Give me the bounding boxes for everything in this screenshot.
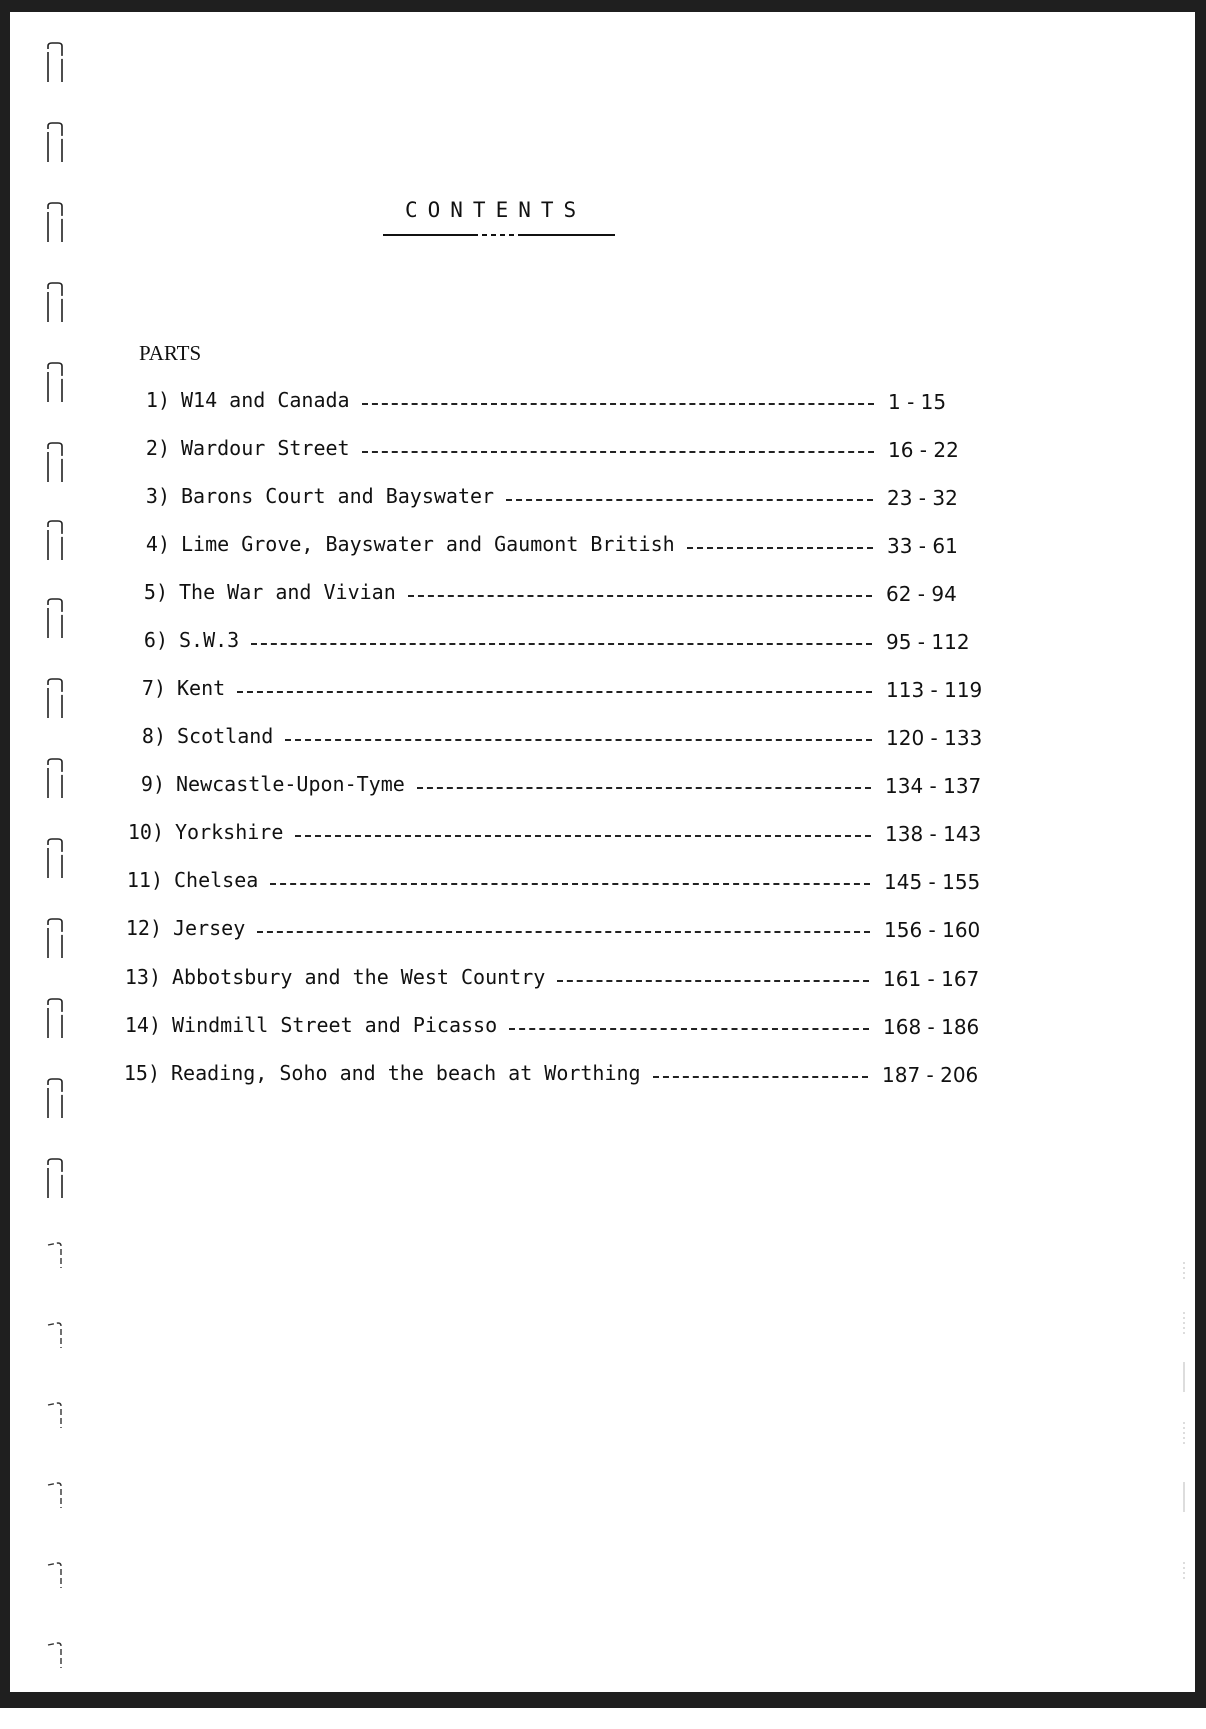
toc-entry-title: Abbotsbury and the West Country [172, 965, 546, 989]
toc-entry-pages: 161 - 167 [883, 967, 980, 991]
toc-entry-number: 2) [145, 436, 170, 460]
toc-dot-leader [417, 787, 871, 789]
toc-entry-pages: 1 - 15 [888, 390, 947, 414]
toc-entry-title: Newcastle-Upon-Tyme [176, 772, 405, 796]
binding-hook-mark [46, 1642, 64, 1670]
toc-entry-pages: 145 - 155 [884, 870, 981, 894]
toc-dot-leader [509, 1028, 869, 1030]
scan-artifact-marks [1180, 1262, 1190, 1592]
toc-entry-number: 13) [124, 965, 161, 989]
toc-entry-number: 5) [143, 580, 168, 604]
toc-dot-leader [362, 451, 874, 453]
toc-entry-title: S.W.3 [179, 628, 240, 652]
binding-hook-mark [46, 1402, 64, 1430]
toc-entry-title: Windmill Street and Picasso [172, 1013, 498, 1037]
toc-entry [10, 580, 1195, 610]
toc-entry [10, 676, 1195, 706]
binding-hook-mark [46, 1242, 64, 1270]
table-of-contents [10, 12, 1195, 1212]
binding-hook-mark [46, 1482, 64, 1510]
toc-entry [10, 532, 1195, 562]
toc-dot-leader [408, 595, 872, 597]
toc-entry [10, 772, 1195, 802]
toc-entry [10, 628, 1195, 658]
toc-entry-number: 15) [123, 1061, 160, 1085]
next-page-edge [0, 1708, 1206, 1729]
toc-dot-leader [237, 691, 872, 693]
toc-entry-number: 12) [125, 916, 162, 940]
toc-entry-pages: 187 - 206 [882, 1063, 979, 1087]
toc-entry-title: W14 and Canada [181, 388, 350, 412]
toc-dot-leader [653, 1076, 868, 1078]
binding-hook-mark [46, 1322, 64, 1350]
toc-entry-number: 4) [145, 532, 170, 556]
toc-dot-leader [506, 499, 873, 501]
toc-entry-title: Scotland [177, 724, 274, 748]
toc-entry-pages: 120 - 133 [886, 726, 983, 750]
section-label: PARTS [139, 341, 202, 365]
toc-entry-pages: 138 - 143 [885, 822, 982, 846]
toc-dot-leader [285, 739, 872, 741]
toc-entry-number: 9) [140, 772, 165, 796]
toc-entry-number: 10) [127, 820, 164, 844]
toc-entry [10, 484, 1195, 514]
toc-entry-number: 7) [141, 676, 166, 700]
toc-dot-leader [251, 643, 872, 645]
toc-dot-leader [270, 883, 870, 885]
toc-entry-pages: 156 - 160 [884, 918, 981, 942]
toc-entry-pages: 23 - 32 [887, 486, 958, 510]
toc-entry-number: 1) [145, 388, 170, 412]
toc-entry [10, 1013, 1195, 1043]
toc-entry-number: 11) [126, 868, 163, 892]
toc-entry [10, 1061, 1195, 1091]
toc-entry [10, 724, 1195, 754]
toc-entry-title: Yorkshire [175, 820, 284, 844]
toc-entry-pages: 113 - 119 [886, 678, 983, 702]
toc-entry [10, 965, 1195, 995]
toc-entry [10, 436, 1195, 466]
toc-entry [10, 916, 1195, 946]
toc-entry-title: Kent [177, 676, 226, 700]
toc-entry-number: 14) [124, 1013, 161, 1037]
toc-entry-title: Chelsea [174, 868, 259, 892]
toc-entry [10, 820, 1195, 850]
toc-entry-title: Jersey [173, 916, 246, 940]
toc-entry-number: 6) [143, 628, 168, 652]
toc-entry-pages: 33 - 61 [887, 534, 958, 558]
page-title: CONTENTS [405, 198, 587, 222]
toc-entry-number: 8) [141, 724, 166, 748]
toc-dot-leader [557, 980, 869, 982]
toc-entry-pages: 16 - 22 [888, 438, 959, 462]
toc-dot-leader [295, 835, 871, 837]
toc-dot-leader [257, 931, 870, 933]
toc-entry-pages: 134 - 137 [885, 774, 982, 798]
toc-entry-pages: 168 - 186 [883, 1015, 980, 1039]
toc-entry [10, 388, 1195, 418]
toc-entry-title: Lime Grove, Bayswater and Gaumont British [181, 532, 675, 556]
document-page [10, 12, 1195, 1692]
toc-entry-title: Barons Court and Bayswater [181, 484, 495, 508]
toc-entry-number: 3) [145, 484, 170, 508]
toc-entry-title: Reading, Soho and the beach at Worthing [171, 1061, 641, 1085]
toc-dot-leader [687, 547, 873, 549]
toc-entry-title: Wardour Street [181, 436, 350, 460]
toc-entry-pages: 62 - 94 [886, 582, 957, 606]
toc-entry [10, 868, 1195, 898]
binding-hook-mark [46, 1562, 64, 1590]
toc-entry-title: The War and Vivian [179, 580, 396, 604]
toc-dot-leader [362, 403, 874, 405]
toc-entry-pages: 95 - 112 [886, 630, 970, 654]
